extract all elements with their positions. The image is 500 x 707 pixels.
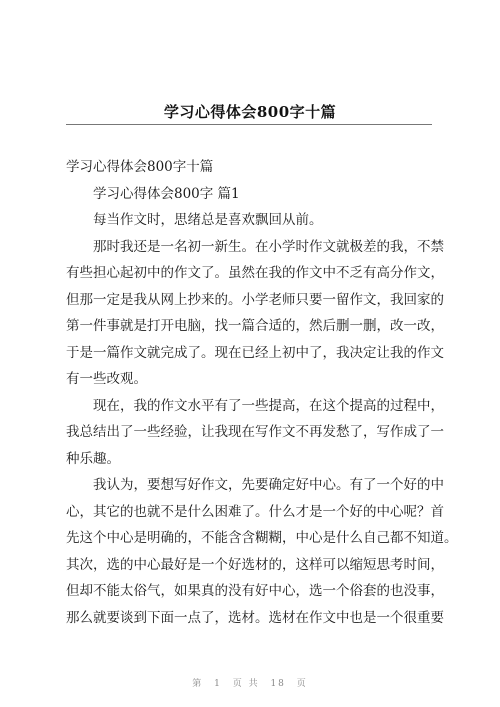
document-body [66, 154, 458, 631]
document-title: 学习心得体会800字十篇 [66, 159, 214, 175]
paragraph [66, 234, 444, 393]
paragraph-line: 每当作文时，思绪总是喜欢飘回从前。 [93, 212, 323, 228]
paragraph-line: 有一些改观。 [66, 371, 147, 387]
paragraph-line: 我认为，要想写好作文，先要确定好中心。有了一个好的中 [93, 477, 444, 493]
footer-total-pages: 18 [270, 679, 286, 689]
footer-middle: 页 共 [232, 679, 260, 689]
footer-prefix: 第 [192, 679, 204, 689]
footer-current-page: 1 [214, 679, 222, 689]
paragraph [66, 472, 458, 631]
paragraph-line: 先这个中心是明确的，不能含含糊糊，中心是什么自己都不知道。 [66, 530, 458, 546]
header-divider [66, 124, 432, 125]
page-footer [0, 676, 500, 689]
header-title: 学习心得体会800字十篇 [163, 103, 337, 121]
section-title: 学习心得体会800字 篇1 [93, 185, 240, 202]
paragraph-line: 现在，我的作文水平有了一些提高，在这个提高的过程中， [93, 397, 444, 414]
paragraph-line: 我总结出了一些经验，让我现在写作文不再发愁了，写作成了一 [66, 424, 444, 440]
paragraph-line: 但那一定是我从网上抄来的。小学老师只要一留作文，我回家的 [66, 291, 444, 308]
paragraph [66, 393, 444, 473]
paragraph-line: 种乐趣。 [66, 450, 120, 467]
paragraph-line: 有些担心起初中的作文了。虽然在我的作文中不乏有高分作文， [66, 265, 444, 281]
paragraph [66, 207, 438, 234]
paragraph-line: 于是一篇作文就完成了。现在已经上初中了，我决定让我的作文 [66, 344, 444, 361]
paragraph-line: 心，其它的也就不是什么困难了。什么才是一个好的中心呢？首 [66, 503, 444, 520]
paragraph-line: 其次，选的中心最好是一个好选材的，这样可以缩短思考时间， [66, 556, 444, 573]
paragraph-line: 但却不能太俗气，如果真的没有好中心，选一个俗套的也没事， [66, 583, 444, 599]
paragraph-line: 那时我还是一名初一新生。在小学时作文就极差的我，不禁 [93, 238, 444, 255]
paragraph-line: 那么就要谈到下面一点了，选材。选材在作文中也是一个很重要 [66, 609, 444, 626]
footer-suffix: 页 [296, 679, 308, 689]
paragraph-line: 第一件事就是打开电脑，找一篇合适的，然后删一删，改一改， [66, 318, 444, 334]
